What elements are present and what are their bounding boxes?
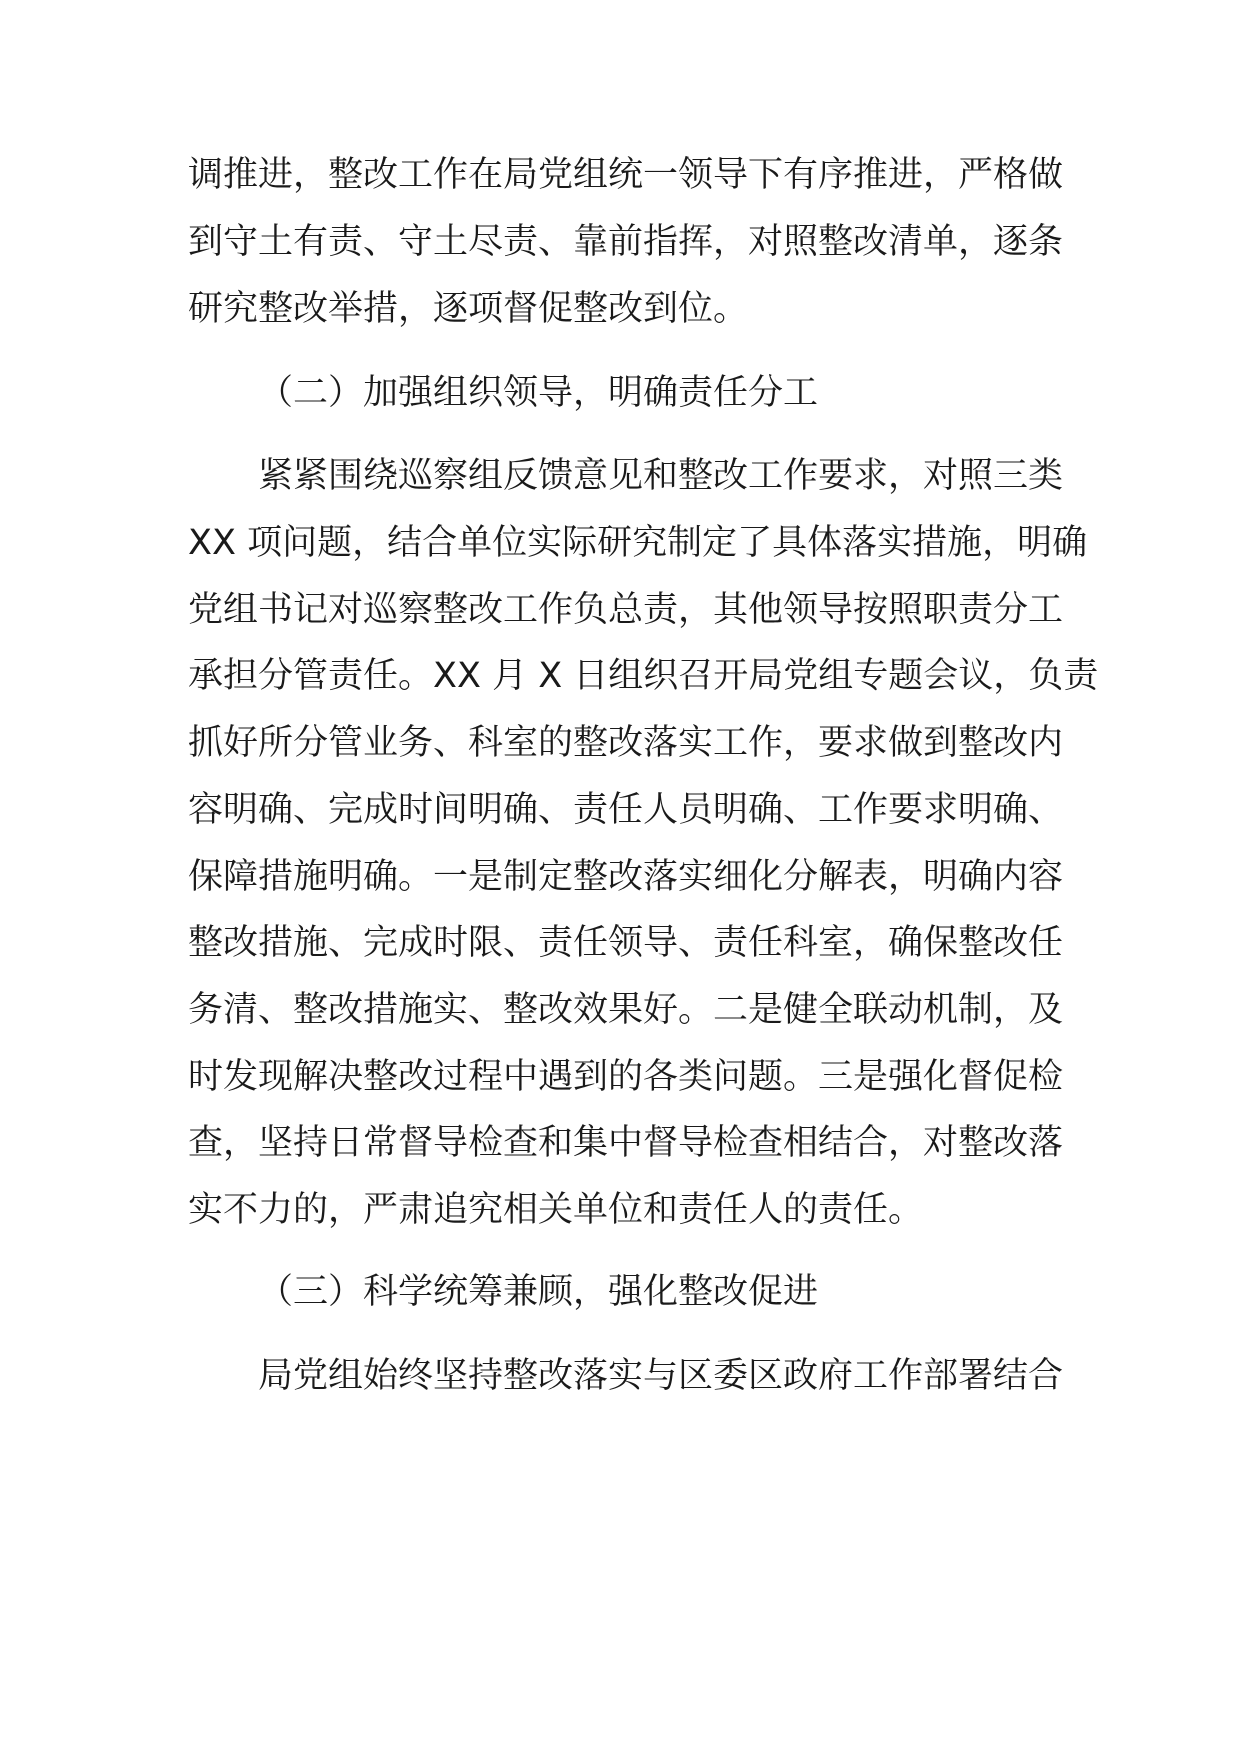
text-line: 研究整改举措，逐项督促整改到位。 — [188, 289, 749, 329]
text-line: 党组书记对巡察整改工作负总责，其他领导按照职责分工 — [188, 590, 1064, 630]
text-line: XX 项问题，结合单位实际研究制定了具体落实措施，明确 — [188, 523, 1088, 563]
text-line: 调推进，整改工作在局党组统一领导下有序推进，严格做 — [188, 155, 1064, 195]
text-line: 容明确、完成时间明确、责任人员明确、工作要求明确、 — [188, 790, 1064, 830]
text-line: 时发现解决整改过程中遇到的各类问题。三是强化督促检 — [188, 1057, 1064, 1097]
text-line: 紧紧围绕巡察组反馈意见和整改工作要求，对照三类 — [258, 456, 1064, 496]
text-line: 承担分管责任。XX 月 X 日组织召开局党组专题会议，负责 — [188, 656, 1099, 696]
text-line: 抓好所分管业务、科室的整改落实工作，要求做到整改内 — [188, 723, 1064, 763]
text-line: 务清、整改措施实、整改效果好。二是健全联动机制，及 — [188, 990, 1064, 1030]
text-line: 到守土有责、守土尽责、靠前指挥，对照整改清单，逐条 — [188, 222, 1064, 262]
text-line: 查，坚持日常督导检查和集中督导检查相结合，对整改落 — [188, 1123, 1064, 1163]
section-heading: （二）加强组织领导，明确责任分工 — [258, 373, 819, 413]
text-line: 整改措施、完成时限、责任领导、责任科室，确保整改任 — [188, 923, 1064, 963]
section-heading: （三）科学统筹兼顾，强化整改促进 — [258, 1272, 819, 1312]
text-line: 保障措施明确。一是制定整改落实细化分解表，明确内容 — [188, 857, 1064, 897]
text-line: 局党组始终坚持整改落实与区委区政府工作部署结合 — [258, 1356, 1064, 1396]
text-line: 实不力的，严肃追究相关单位和责任人的责任。 — [188, 1190, 924, 1230]
